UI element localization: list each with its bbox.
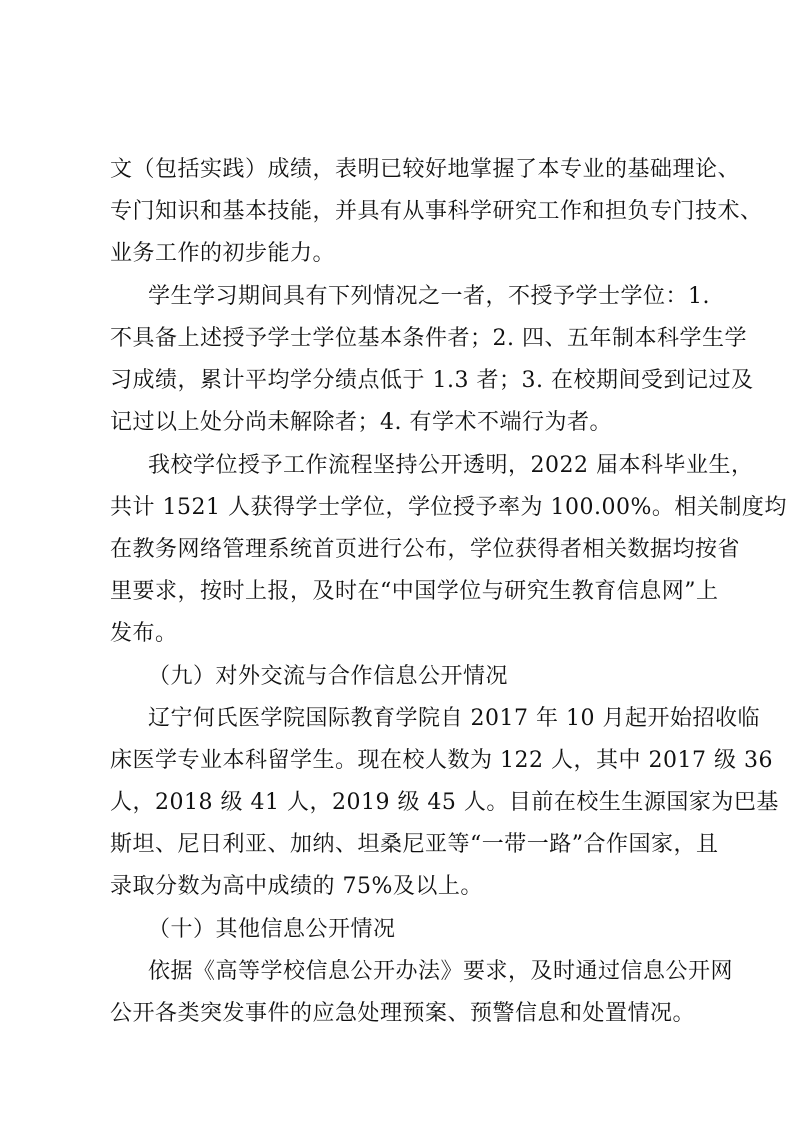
text-line: 人，2018 级 41 人，2019 级 45 人。目前在校生生源国家为巴基 [110, 790, 779, 815]
text-line: 公开各类突发事件的应急处理预案、预警信息和处置情况。 [110, 1001, 696, 1026]
section-heading-exchange: （九）对外交流与合作信息公开情况 [148, 664, 509, 689]
text-line: 在教务网络管理系统首页进行公布，学位获得者相关数据均按省 [110, 537, 741, 562]
text-line: 记过以上处分尚未解除者；4. 有学术不端行为者。 [110, 410, 612, 435]
text-line: 文（包括实践）成绩，表明已较好地掌握了本专业的基础理论、 [110, 157, 741, 182]
text-line: 床医学专业本科留学生。现在校人数为 122 人，其中 2017 级 36 [110, 748, 773, 773]
text-line: 不具备上述授予学士学位基本条件者；2. 四、五年制本科学生学 [110, 326, 747, 351]
text-line: 里要求，按时上报，及时在“中国学位与研究生教育信息网”上 [110, 579, 719, 604]
text-line: 我校学位授予工作流程坚持公开透明，2022 届本科毕业生， [148, 453, 754, 478]
text-line: 依据《高等学校信息公开办法》要求，及时通过信息公开网 [148, 959, 734, 984]
text-line: 学生学习期间具有下列情况之一者，不授予学士学位：1. [148, 284, 710, 309]
text-line: 发布。 [110, 621, 178, 646]
text-line: 专门知识和基本技能，并具有从事科学研究工作和担负专门技术、 [110, 199, 763, 224]
text-line: 辽宁何氏医学院国际教育学院自 2017 年 10 月起开始招收临 [148, 706, 760, 731]
text-line: 录取分数为高中成绩的 75%及以上。 [110, 874, 483, 899]
section-heading-other: （十）其他信息公开情况 [148, 917, 396, 942]
text-line: 业务工作的初步能力。 [110, 241, 336, 266]
text-line: 共计 1521 人获得学士学位，学位授予率为 100.00%。相关制度均 [110, 495, 787, 520]
text-line: 习成绩，累计平均学分绩点低于 1.3 者；3. 在校期间受到记过及 [110, 368, 754, 393]
text-line: 斯坦、尼日利亚、加纳、坦桑尼亚等“一带一路”合作国家，且 [110, 832, 719, 857]
